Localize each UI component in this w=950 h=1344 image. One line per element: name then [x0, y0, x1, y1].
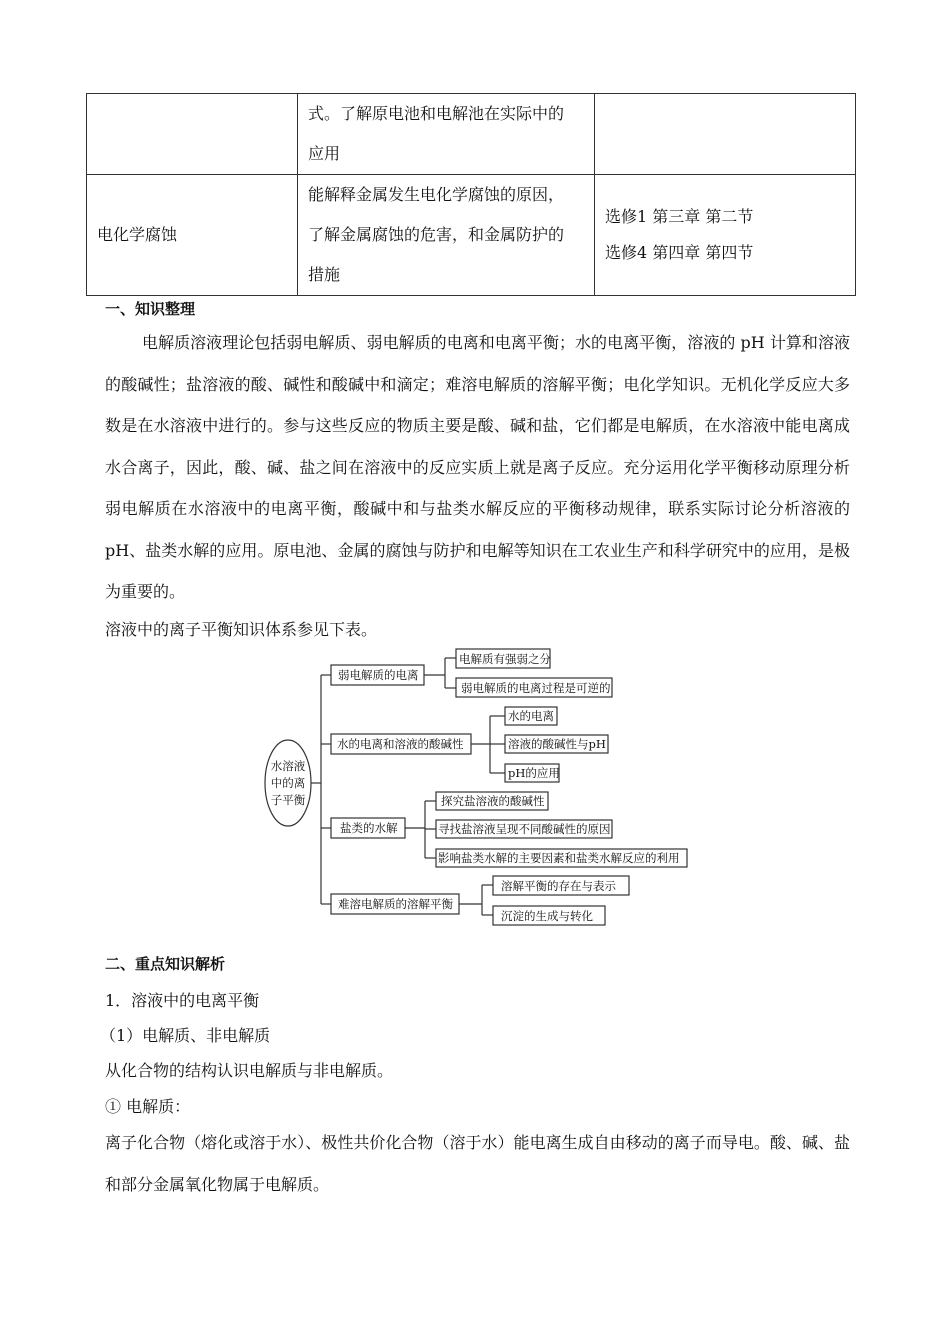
subsection-title: （1）电解质、非电解质 [100, 1026, 271, 1045]
body-paragraph: 电解质溶液理论包括弱电解质、弱电解质的电离和电离平衡；水的电离平衡，溶液的 pH 计算和溶液的酸碱性；盐溶液的酸、碱性和酸碱中和滴定；难溶电解质的溶解平衡；电化学知识。无机化学反应大多数是在水溶液中进行的。参与这些反应的物质主要是酸、碱和盐，它们都是电解质，在水溶液中能电离成水合离子，因此，酸、碱、盐之间在溶液中的反应实质上就是离子反应。充分运用化学平衡移动原理分析弱电解质在水溶液中的电离平衡，酸碱中和与盐类水解反应的平衡移动规律，联系实际讨论分析溶液的 pH、盐类水解的应用。原电池、金属的腐蚀与防护和电解等知识在工农业生产和科学研究中的应用，是极为重要的。 [105, 333, 850, 601]
leaf-label: 弱电解质的电离过程是可逆的 [461, 681, 611, 695]
leaf-label: 探究盐溶液的酸碱性 [441, 794, 545, 808]
section-heading: 一、知识整理 [105, 300, 196, 318]
table-row [87, 175, 856, 296]
leaf-label: 沉淀的生成与转化 [501, 909, 593, 923]
table-cell [298, 175, 595, 296]
branch-label: 水的电离和溶液的酸碱性 [337, 737, 464, 751]
branch-label: 弱电解质的电离 [338, 668, 419, 682]
intro-line: 溶液中的离子平衡知识体系参见下表。 [105, 620, 378, 639]
table-cell: 电化学腐蚀 [87, 175, 298, 296]
cell-line: 式。了解原电池和电解池在实际中的 [308, 104, 565, 123]
section-heading: 二、重点知识解析 [105, 955, 226, 973]
knowledge-tree-diagram [255, 645, 705, 935]
table-cell [595, 175, 856, 296]
leaf-label: 水的电离 [508, 709, 554, 723]
cell-line: 选修1 第三章 第二节 [605, 207, 754, 226]
leaf-label: 寻找盐溶液呈现不同酸碱性的原因 [438, 822, 611, 836]
table-cell [595, 94, 856, 175]
root-label: 水溶液 [270, 759, 306, 773]
cell-line: 选修4 第四章 第四节 [605, 243, 754, 262]
table-row [87, 94, 856, 175]
leaf-label: 溶液的酸碱性与pH [508, 737, 606, 751]
branch-label: 难溶电解质的溶解平衡 [338, 897, 453, 911]
body-paragraph: 离子化合物（熔化或溶于水）、极性共价化合物（溶于水）能电离生成自由移动的离子而导电。酸、碱、盐和部分金属氧化物属于电解质。 [105, 1133, 850, 1194]
cell-line: 应用 [308, 144, 341, 163]
leaf-label: pH的应用 [508, 766, 560, 780]
root-label: 子平衡 [270, 793, 306, 807]
branch-label: 盐类的水解 [340, 821, 398, 835]
point-label: ① 电解质： [105, 1097, 191, 1116]
leaf-label: 电解质有强弱之分 [459, 652, 551, 666]
curriculum-table [86, 93, 856, 296]
cell-line: 能解释金属发生电化学腐蚀的原因， [308, 185, 565, 204]
table-cell [87, 94, 298, 175]
cell-line: 措施 [308, 265, 341, 284]
root-label: 中的离 [270, 776, 306, 790]
body-line: 从化合物的结构认识电解质与非电解质。 [105, 1061, 394, 1080]
table-cell [298, 94, 595, 175]
item-title: 1．溶液中的电离平衡 [105, 991, 260, 1010]
leaf-label: 影响盐类水解的主要因素和盐类水解反应的利用 [438, 851, 680, 865]
leaf-label: 溶解平衡的存在与表示 [501, 879, 616, 893]
cell-line: 了解金属腐蚀的危害，和金属防护的 [308, 225, 565, 244]
